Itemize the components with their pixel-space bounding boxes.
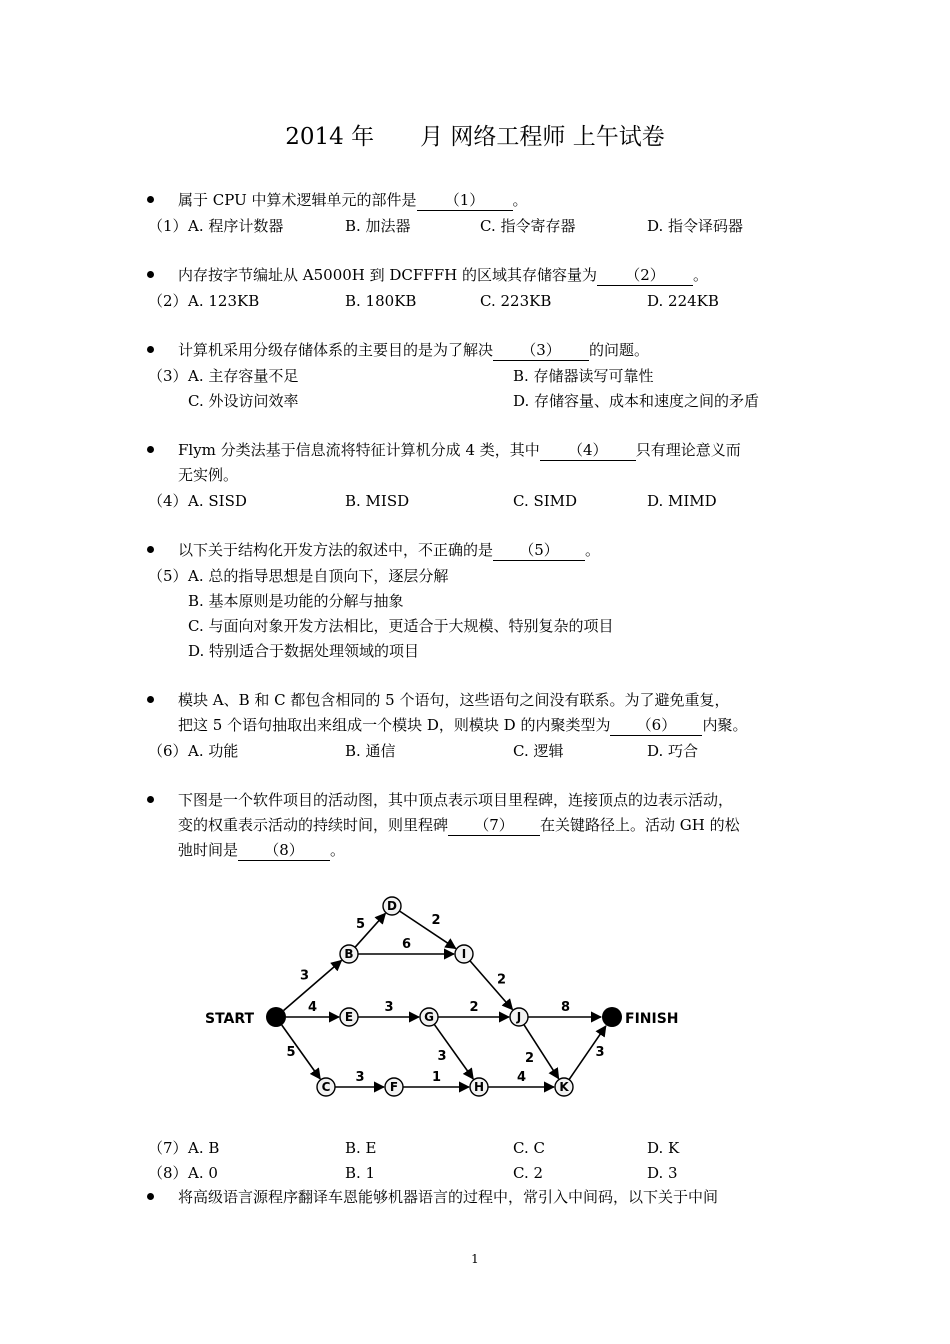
q3-number: （3） (148, 367, 188, 385)
edge-weight-g-h: 3 (437, 1049, 447, 1064)
q5-option-d: D. 特别适合于数据处理领域的项目 (188, 642, 420, 660)
edge-weight-j-k: 2 (524, 1051, 535, 1066)
node-label-f: F (389, 1080, 399, 1094)
q2-option-b: B. 180KB (345, 292, 417, 310)
edge-weight-b-d: 5 (355, 917, 366, 932)
bullet (147, 796, 154, 803)
q8-option-a: A. 0 (188, 1164, 218, 1182)
question-7-stem-end: 。 (330, 841, 346, 859)
node-label-c: C (321, 1080, 331, 1094)
node-label-b: B (344, 947, 354, 961)
q3-option-b: B. 存储器读写可靠性 (513, 367, 654, 385)
blank-8: （8） (238, 840, 330, 861)
q1-option-c: C. 指令寄存器 (480, 217, 576, 235)
finish-label: FINISH (625, 1011, 679, 1027)
page-number: 1 (471, 1252, 479, 1266)
q5-number: （5） (148, 567, 188, 585)
q4-option-b: B. MISD (345, 492, 410, 510)
edge-weight-e-g: 3 (384, 1000, 394, 1015)
question-3 (178, 338, 649, 363)
blank-6: （6） (610, 715, 702, 736)
node-label-h: H (473, 1080, 485, 1094)
question-6 (178, 713, 747, 738)
q2-number: （2） (148, 292, 188, 310)
question-7-stem: 变的权重表示活动的持续时间，则里程碑 (178, 816, 449, 834)
q8-option-b: B. 1 (345, 1164, 376, 1182)
node-label-k: K (559, 1080, 569, 1094)
bullet (147, 346, 154, 353)
question-5-stem: 以下关于结构化开发方法的叙述中，不正确的是 (178, 541, 494, 559)
q4-option-d: D. MIMD (647, 492, 717, 510)
question-3-stem-end: 的问题。 (589, 341, 650, 359)
blank-5: （5） (493, 540, 585, 561)
page-title: 2014 年 月 网络工程师 上午试卷 (285, 124, 665, 150)
edge-weight-start-e: 4 (307, 1000, 318, 1015)
q7-option-a: A. B (188, 1139, 220, 1157)
q3-option-c: C. 外设访问效率 (188, 392, 299, 410)
question-5-stem-end: 。 (585, 541, 601, 559)
node-label-i: I (461, 947, 467, 961)
node-label-g: G (424, 1010, 434, 1024)
start-node (266, 1007, 286, 1027)
node-c (317, 1078, 335, 1096)
graph-nodes (266, 897, 622, 1096)
q8-option-c: C. 2 (513, 1164, 544, 1182)
q2-option-d: D. 224KB (647, 292, 719, 310)
question-7-line1: 下图是一个软件项目的活动图，其中顶点表示项目里程碑，连接顶点的边表示活动， (178, 791, 734, 809)
bullet (147, 1193, 154, 1200)
blank-7: （7） (448, 815, 540, 836)
bullet (147, 696, 154, 703)
bullet (147, 446, 154, 453)
q4-number: （4） (148, 492, 188, 510)
q2-option-a: A. 123KB (188, 292, 260, 310)
question-9: 将高级语言源程序翻译车恩能够机器语言的过程中，常引入中间码，以下关于中间 (178, 1188, 719, 1206)
question-6-stem-end: 内聚。 (702, 716, 748, 734)
node-g (420, 1008, 438, 1026)
q1-option-d: D. 指令译码器 (647, 217, 744, 235)
q5-option-c: C. 与面向对象开发方法相比，更适合于大规模、特别复杂的项目 (188, 617, 614, 635)
question-4 (178, 438, 741, 463)
edge-weight-start-b: 3 (299, 968, 310, 984)
node-b (340, 945, 358, 963)
node-k (555, 1078, 573, 1096)
q3-option-d: D. 存储容量、成本和速度之间的矛盾 (513, 392, 760, 410)
question-4-stem: Flym 分类法基于信息流将特征计算机分成 4 类，其中 (178, 441, 540, 459)
question-2-stem-end: 。 (692, 266, 708, 284)
q8-number: （8） (148, 1164, 188, 1182)
q8-option-d: D. 3 (647, 1164, 678, 1182)
finish-node (602, 1007, 622, 1027)
q6-option-a: A. 功能 (188, 742, 239, 760)
activity-graph (195, 885, 705, 1110)
q1-number: （1） (148, 217, 188, 235)
edge-weight-b-i: 6 (401, 937, 412, 952)
question-6-stem: 把这 5 个语句抽取出来组成一个模块 D，则模块 D 的内聚类型为 (178, 716, 611, 734)
edge-weight-c-f: 3 (355, 1070, 365, 1085)
blank-3: （3） (493, 340, 589, 361)
node-e (340, 1008, 358, 1026)
edge-weight-d-i: 2 (431, 913, 441, 928)
q4-option-c: C. SIMD (513, 492, 578, 510)
question-5 (178, 538, 600, 563)
q6-number: （6） (148, 742, 188, 760)
node-d (383, 897, 401, 915)
question-1-stem-end: 。 (512, 191, 528, 209)
node-i (455, 945, 473, 963)
q1-option-b: B. 加法器 (345, 217, 411, 235)
q6-option-c: C. 逻辑 (513, 742, 564, 760)
question-7-stem-line3: 弛时间是 (178, 841, 239, 859)
edge-weight-k-finish: 3 (595, 1045, 605, 1060)
question-6-line1: 模块 A、B 和 C 都包含相同的 5 个语句，这些语句之间没有联系。为了避免重复， (178, 691, 730, 709)
q5-option-b: B. 基本原则是功能的分解与抽象 (188, 592, 404, 610)
node-label-j: J (516, 1010, 522, 1024)
graph-edges (282, 911, 606, 1087)
blank-2: （2） (597, 265, 693, 286)
bullet (147, 196, 154, 203)
question-1-stem: 属于 CPU 中算术逻辑单元的部件是 (178, 191, 417, 209)
edge-weight-j-finish: 8 (560, 1000, 571, 1015)
q7-number: （7） (148, 1139, 188, 1157)
q2-option-c: C. 223KB (480, 292, 552, 310)
question-7 (178, 813, 740, 838)
q3-option-a: A. 主存容量不足 (188, 367, 299, 385)
q4-option-a: A. SISD (188, 492, 247, 510)
question-4-line2: 无实例。 (178, 466, 239, 484)
bullet (147, 271, 154, 278)
edge-weight-start-c: 5 (286, 1045, 296, 1060)
blank-1: （1） (417, 190, 513, 211)
node-label-d: D (387, 899, 397, 913)
bullet (147, 546, 154, 553)
node-f (385, 1078, 403, 1096)
q5-option-a: A. 总的指导思想是自顶向下，逐层分解 (188, 567, 449, 585)
question-3-stem: 计算机采用分级存储体系的主要目的是为了解决 (178, 341, 494, 359)
edge-weight-h-k: 4 (516, 1070, 527, 1085)
question-2-stem: 内存按字节编址从 A5000H 到 DCFFFH 的区域其存储容量为 (178, 266, 597, 284)
edge-weight-f-h: 1 (431, 1070, 442, 1085)
edge-weight-i-j: 2 (496, 972, 507, 988)
node-h (470, 1078, 488, 1096)
node-j (510, 1008, 528, 1026)
question-7-line3 (178, 838, 345, 863)
question-4-stem-end: 只有理论意义而 (635, 441, 741, 459)
question-7-stem-mid: 在关键路径上。活动 GH 的松 (540, 816, 740, 834)
edge-weight-g-j: 2 (469, 1000, 479, 1015)
q7-option-c: C. C (513, 1139, 545, 1157)
q1-option-a: A. 程序计数器 (188, 217, 284, 235)
q6-option-b: B. 通信 (345, 742, 396, 760)
node-label-e: E (344, 1010, 354, 1024)
blank-4: （4） (540, 440, 636, 461)
question-2 (178, 263, 708, 288)
q7-option-b: B. E (345, 1139, 377, 1157)
q6-option-d: D. 巧合 (647, 742, 699, 760)
q7-option-d: D. K (647, 1139, 680, 1157)
question-1 (178, 188, 528, 213)
start-label: START (205, 1011, 255, 1027)
